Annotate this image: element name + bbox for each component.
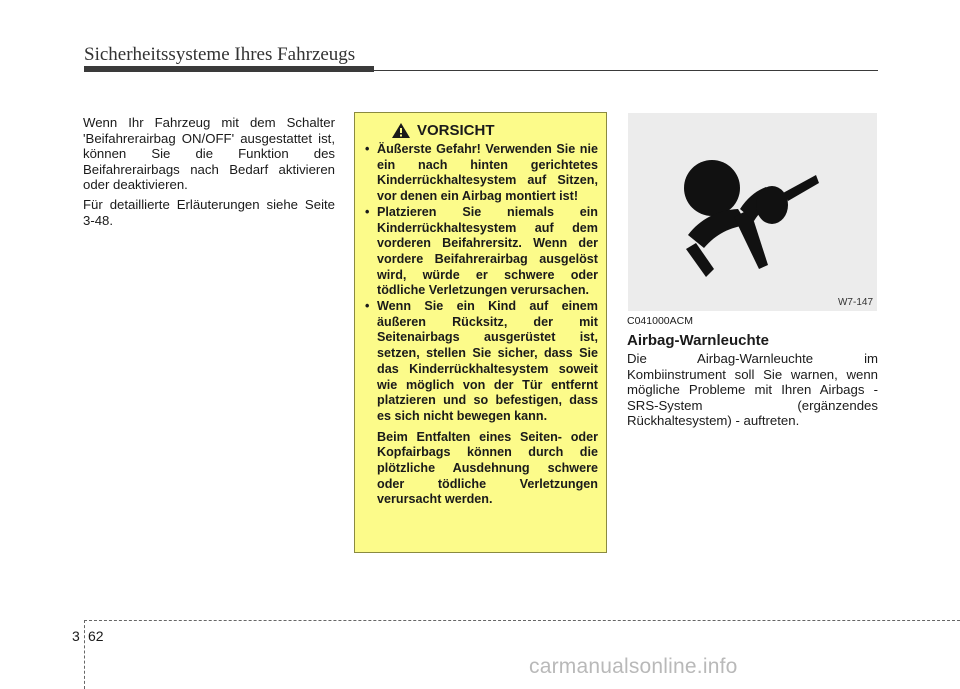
section-title: Airbag-Warnleuchte (627, 332, 769, 349)
caution-header (391, 122, 598, 139)
figure-code: W7-147 (837, 297, 873, 308)
airbag-figure (628, 113, 877, 311)
caution-note: Beim Entfalten eines Seiten- oder Kopfairbags können durch die plötzliche Ausdehnung schwere oder tödliche Verletzungen verursacht werden. (377, 429, 598, 507)
footer-divider-vertical (84, 620, 85, 689)
right-column (627, 315, 878, 429)
header-bar (84, 66, 374, 72)
chapter-number: 3 (72, 628, 80, 644)
page-number: 62 (88, 628, 104, 644)
caution-item: • Wenn Sie ein Kind auf einem äußeren Rücksitz, der mit Seitenairbags ausgerüstet ist, setzen, stellen Sie sicher, dass Sie das Kinderrückhaltesystem soweit wie möglich von der Tür entfernt platzieren und so befestigen, dass es sich nicht bewegen kann. (365, 299, 598, 425)
page-header-title: Sicherheitssysteme Ihres Fahrzeugs (84, 44, 356, 65)
left-paragraph-1: Wenn Ihr Fahrzeug mit dem Schalter 'Beifahrerairbag ON/OFF' ausgestattet ist, können Sie die Funktion des Beifahrerairbags nach Bedarf aktivieren oder deaktivieren. (83, 115, 335, 193)
left-paragraph-2: Für detaillierte Erläuterungen siehe Seite 3-48. (83, 196, 335, 228)
caution-item: • Äußerste Gefahr! Verwenden Sie nie ein nach hinten gerichtetes Kinderrückhaltesystem auf Sitzen, vor denen ein Airbag montiert ist! (365, 142, 598, 205)
warning-triangle-icon (391, 122, 411, 139)
airbag-warning-icon (628, 113, 877, 311)
footer-divider-horizontal (84, 620, 960, 621)
section-ref-code: C041000ACM (627, 315, 693, 327)
header-rule (374, 70, 878, 71)
caution-box (354, 112, 607, 553)
caution-title: VORSICHT (417, 121, 495, 139)
section-paragraph: Die Airbag-Warnleuchte im Kombiinstrument soll Sie warnen, wenn mögliche Probleme mit Ihren Airbags - SRS-System (ergänzendes Rückhaltesystem) - auftreten. (627, 351, 878, 429)
left-column (83, 115, 335, 232)
caution-item: • Platzieren Sie niemals ein Kinderrückhaltesystem auf dem vorderen Beifahrersitz. Wenn der vordere Beifahrerairbag ausgelöst wird, würde er schwere oder tödliche Verletzungen verursachen. (365, 205, 598, 299)
caution-list (365, 142, 598, 425)
watermark: carmanualsonline.info (529, 655, 738, 678)
